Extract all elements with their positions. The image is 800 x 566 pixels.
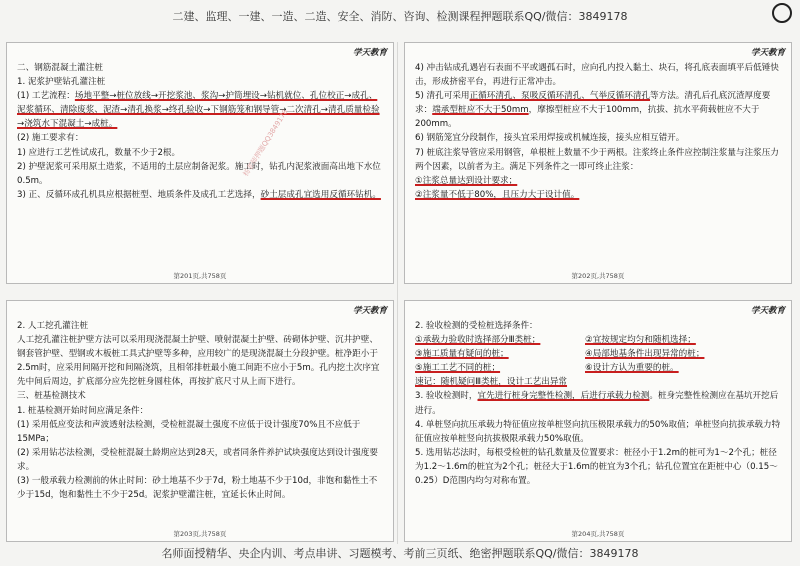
section-heading: 二、钢筋混凝土灌注桩 xyxy=(17,63,103,73)
top-banner: 二建、监理、一建、一造、二造、安全、消防、咨询、检测课程押题联系QQ/微信：3849178 xyxy=(172,10,628,23)
brand-logo: 学天教育 xyxy=(352,48,387,58)
paragraph: 5) 清孔可采用正循环清孔、泵吸反循环清孔、气举反循环清孔等方法。清孔后孔底沉渣厚度要求：端承型桩应不大于50mm，摩擦型桩应不大于100mm，抗拔、抗水平荷载桩应不大于200mm。 xyxy=(415,91,771,130)
label: (1) 工艺流程： xyxy=(17,91,75,102)
paragraph: (3) 一般承载力检测前的休止时间：砂土地基不少于7d，粉土地基不少于10d，非饱和黏性土不少于15d，饱和黏性土不少于25d。泥浆护壁灌注桩，宜延长休止时间。 xyxy=(17,476,378,501)
highlighted-text: 宜先进行桩身完整性检测，后进行承载力检测 xyxy=(477,391,650,402)
highlighted-text: 端承型桩应不大于50mm xyxy=(432,105,529,116)
highlighted-text: ①注浆总量达到设计要求； xyxy=(415,175,518,186)
highlighted-text: 正循环清孔、泵吸反循环清孔、气举反循环清孔 xyxy=(469,91,651,102)
paragraph: 3. 验收检测时，宜先进行桩身完整性检测，后进行承载力检测。桩身完整性检测应在基坑开挖后进行。 xyxy=(415,391,779,416)
list-item: ③施工质量有疑问的桩； xyxy=(415,349,509,360)
document-page-203 xyxy=(6,300,394,542)
paragraph: 7) 桩底注浆导管应采用钢管，单根桩上数量不少于两根。注浆终止条件应控制注浆量与注浆压力两个因素，以前者为主。满足下列条件之一即可终止注浆： xyxy=(415,147,779,172)
paragraph: 1) 应进行工艺性试成孔，数量不少于2根。 xyxy=(17,147,181,158)
subsection-heading: 2. 人工挖孔灌注桩 xyxy=(17,321,89,331)
page-number: 第204页,共758页 xyxy=(571,530,625,538)
paragraph: 3) 正、反循环成孔机具应根据桩型、地质条件及成孔工艺选择，砂土层成孔宜选用反循环钻机。 xyxy=(17,189,381,200)
subsection-heading: 1. 桩基检测开始时间应满足条件： xyxy=(17,405,149,416)
logo-icon xyxy=(772,3,792,23)
highlighted-text: 场地平整→桩位放线→开挖浆池、浆沟→护筒埋设→钻机就位、孔位校正→成孔、泥浆循环、清除废浆、泥渣→清孔换浆→终孔验收→下钢筋笼和钢导管→二次清孔→清孔质量检验→浇筑水下混凝土→成桩。 xyxy=(17,91,380,130)
paragraph: (1) 采用低应变法和声波透射法检测，受检桩混凝土强度不应低于设计强度70%且不应低于15MPa； xyxy=(17,419,361,444)
page-number: 第203页,共758页 xyxy=(173,530,227,538)
list-item: ⑤施工工艺不同的桩； xyxy=(415,363,501,374)
brand-logo: 学天教育 xyxy=(750,306,785,316)
subsection-heading: 2. 验收检测的受检桩选择条件： xyxy=(415,321,538,331)
watermark: 杨老师押题QQ3849178 xyxy=(241,108,290,178)
page-divider xyxy=(397,42,398,544)
document-page-202 xyxy=(404,42,792,284)
mnemonic: 速记：随机疑问Ⅲ类桩，设计工艺出异常 xyxy=(415,377,568,388)
paragraph: 5. 选用钻芯法时，每根受检桩的钻孔数量及位置要求：桩径小于1.2m的桩可为1～2个孔；桩径为1.2～1.6m的桩宜为2个孔；桩径大于1.6m的桩宜为3个孔；钻孔位置宜在距桩中心（0.15～0.25）D范围内均匀对称布置。 xyxy=(415,447,778,487)
paragraph: 4. 单桩竖向抗压承载力特征值应按单桩竖向抗压极限承载力的50%取值；单桩竖向抗拔承载力特征值应按单桩竖向抗拔极限承载力50%取值。 xyxy=(415,419,781,444)
subsection-heading: 1. 泥浆护壁钻孔灌注桩 xyxy=(17,77,106,88)
highlighted-text: 砂土层成孔宜选用反循环钻机。 xyxy=(260,189,381,200)
paragraph: 4) 冲击钻成孔遇岩石表面不平或遇孤石时，应向孔内投入黏土、块石，将孔底表面填平后低锤快击，形成挤密平台，再进行正常冲击。 xyxy=(415,63,779,88)
document-page-201 xyxy=(6,42,394,284)
document-page-204 xyxy=(404,300,792,542)
list-item: ①承载力验收时选择部分Ⅲ类桩； xyxy=(415,335,541,346)
list-item: ②宜按规定均匀和随机选择； xyxy=(585,335,696,346)
paragraph: 人工挖孔灌注桩护壁方法可以采用现浇混凝土护壁、喷射混凝土护壁、砖砌体护壁、沉井护壁、钢套管护壁、型钢或木板桩工具式护壁等多种，应用较广的是现浇混凝土分段护壁。桩净距小于2.5m时，应采用间隔开挖和间隔浇筑，且相邻排桩最小施工间距不应小于5m。孔内挖土次序宜先中间后周边，扩底部分应先挖桩身圆柱体，再按扩底尺寸从上而下进行。 xyxy=(17,335,380,388)
paragraph: 6) 钢筋笼宜分段制作，接头宜采用焊接或机械连接，接头应相互错开。 xyxy=(415,133,685,144)
condition-list xyxy=(415,333,783,375)
paragraph: 2) 护壁泥浆可采用原土造浆，不适用的土层应制备泥浆。施工时，钻孔内泥浆液面高出地下水位0.5m。 xyxy=(17,161,381,186)
paragraph: (2) 采用钻芯法检测，受检桩混凝土龄期应达到28天，或者同条件养护试块强度达到设计强度要求。 xyxy=(17,447,378,472)
section-heading: 三、桩基检测技术 xyxy=(17,391,86,402)
bottom-banner: 名师面授精华、央企内训、考点串讲、习题模考、考前三页纸、绝密押题联系QQ/微信：3849178 xyxy=(161,547,639,560)
paragraph: (2) 施工要求有： xyxy=(17,133,84,144)
brand-logo: 学天教育 xyxy=(352,306,387,316)
list-item: ④局部地基条件出现异常的桩； xyxy=(585,349,705,360)
list-item: ⑥设计方认为重要的桩。 xyxy=(585,363,679,374)
highlighted-text: ②注浆量不低于80%，且压力大于设计值。 xyxy=(415,189,580,200)
page-number: 第202页,共758页 xyxy=(571,272,625,280)
paragraph xyxy=(17,89,385,131)
page-number: 第201页,共758页 xyxy=(173,272,227,280)
brand-logo: 学天教育 xyxy=(750,48,785,58)
